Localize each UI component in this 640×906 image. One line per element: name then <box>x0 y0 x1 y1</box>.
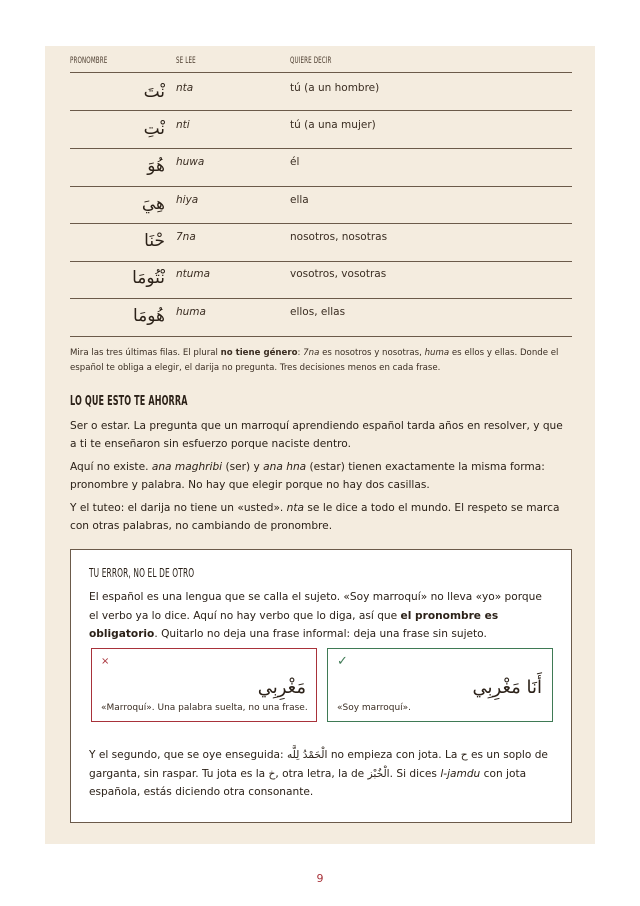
callout-box <box>70 549 572 823</box>
wrong-mark-icon: × <box>101 656 110 667</box>
table-rule <box>70 186 572 187</box>
callout-paragraph: El español es una lengua que se calla el sujeto. «Soy marroquí» no lleva «yo» porque el verbo ya lo dice. Aquí no hay verbo que lo diga, así que el pronombre es obligatorio. Quitarlo no deja una frase informal: deja una frase sin sujeto. <box>89 591 542 640</box>
wrong-example-arabic: مَغْرِبِي <box>257 677 306 698</box>
table-rule <box>70 72 572 73</box>
meaning: vosotros, vosotras <box>290 268 387 280</box>
arabic-pronoun: نْتِ <box>143 119 165 139</box>
arabic-pronoun: نْتَ <box>143 82 165 102</box>
reading: nta <box>176 82 194 94</box>
section-paragraph: Aquí no existe. ana maghribi (ser) y ana hna (estar) tienen exactamente la misma forma: pronombre y palabra. No hay que elegir porque no hay dos casillas. <box>70 461 545 491</box>
table-rule <box>70 148 572 149</box>
section-paragraph: Ser o estar. La pregunta que un marroquí aprendiendo español tarda años en resolver, y que a ti te enseñaron sin esfuerzo porque naciste dentro. <box>70 420 563 450</box>
section-title: LO QUE ESTO TE AHORRA <box>70 394 188 409</box>
check-mark-icon: ✓ <box>337 654 348 669</box>
meaning: él <box>290 156 300 168</box>
wrong-example-caption: «Marroquí». Una palabra suelta, no una frase. <box>101 703 308 713</box>
meaning: ellos, ellas <box>290 306 346 318</box>
arabic-pronoun: هُوَ <box>147 156 165 176</box>
table-note: Mira las tres últimas filas. El plural no tiene género: 7na es nosotros y nosotras, huma es ellos y ellas. Donde el español te obliga a elegir, el darija no pregunta. Tres decisiones menos en cada frase. <box>70 348 559 373</box>
reading: huwa <box>176 156 205 168</box>
reading: huma <box>176 306 206 318</box>
header-se-lee: SE LEE <box>176 56 196 66</box>
arabic-pronoun: نْتُومَا <box>132 268 165 288</box>
meaning: tú (a una mujer) <box>290 119 376 131</box>
header-pronombre: PRONOMBRE <box>70 56 108 66</box>
correct-example-arabic: أَنَا مَغْرِبِي <box>472 677 542 698</box>
table-rule <box>70 223 572 224</box>
meaning: tú (a un hombre) <box>290 82 380 94</box>
callout-title: TU ERROR, NO EL DE OTRO <box>89 566 195 580</box>
wrong-example <box>91 648 317 722</box>
arabic-pronoun: هِيَ <box>141 194 165 214</box>
reading: 7na <box>176 231 196 243</box>
table-rule <box>70 336 572 337</box>
reading: ntuma <box>176 268 211 280</box>
table-rule <box>70 298 572 299</box>
table-rule <box>70 110 572 111</box>
section-paragraph: Y el tuteo: el darija no tiene un «usted». nta se le dice a todo el mundo. El respeto se marca con otras palabras, no cambiando de pronombre. <box>70 502 560 532</box>
arabic-pronoun: هُومَا <box>132 306 165 326</box>
arabic-pronoun: حْنَا <box>144 231 165 251</box>
callout-paragraph: Y el segundo, que se oye enseguida: الْحَمْدُ لِلَّه no empieza con jota. La ح es un soplo de garganta, sin raspar. Tu jota es la خ, otra letra, la de الْخُبْز. Si dices l-jamdu con jota española, estás diciendo otra consonante. <box>89 749 548 798</box>
meaning: ella <box>290 194 309 206</box>
reading: nti <box>176 119 190 131</box>
header-quiere-decir: QUIERE DECIR <box>290 56 332 66</box>
meaning: nosotros, nosotras <box>290 231 388 243</box>
reading: hiya <box>176 194 199 206</box>
correct-example-caption: «Soy marroquí». <box>337 703 412 713</box>
table-rule <box>70 261 572 262</box>
correct-example <box>327 648 553 722</box>
page-number: 9 <box>316 872 324 885</box>
